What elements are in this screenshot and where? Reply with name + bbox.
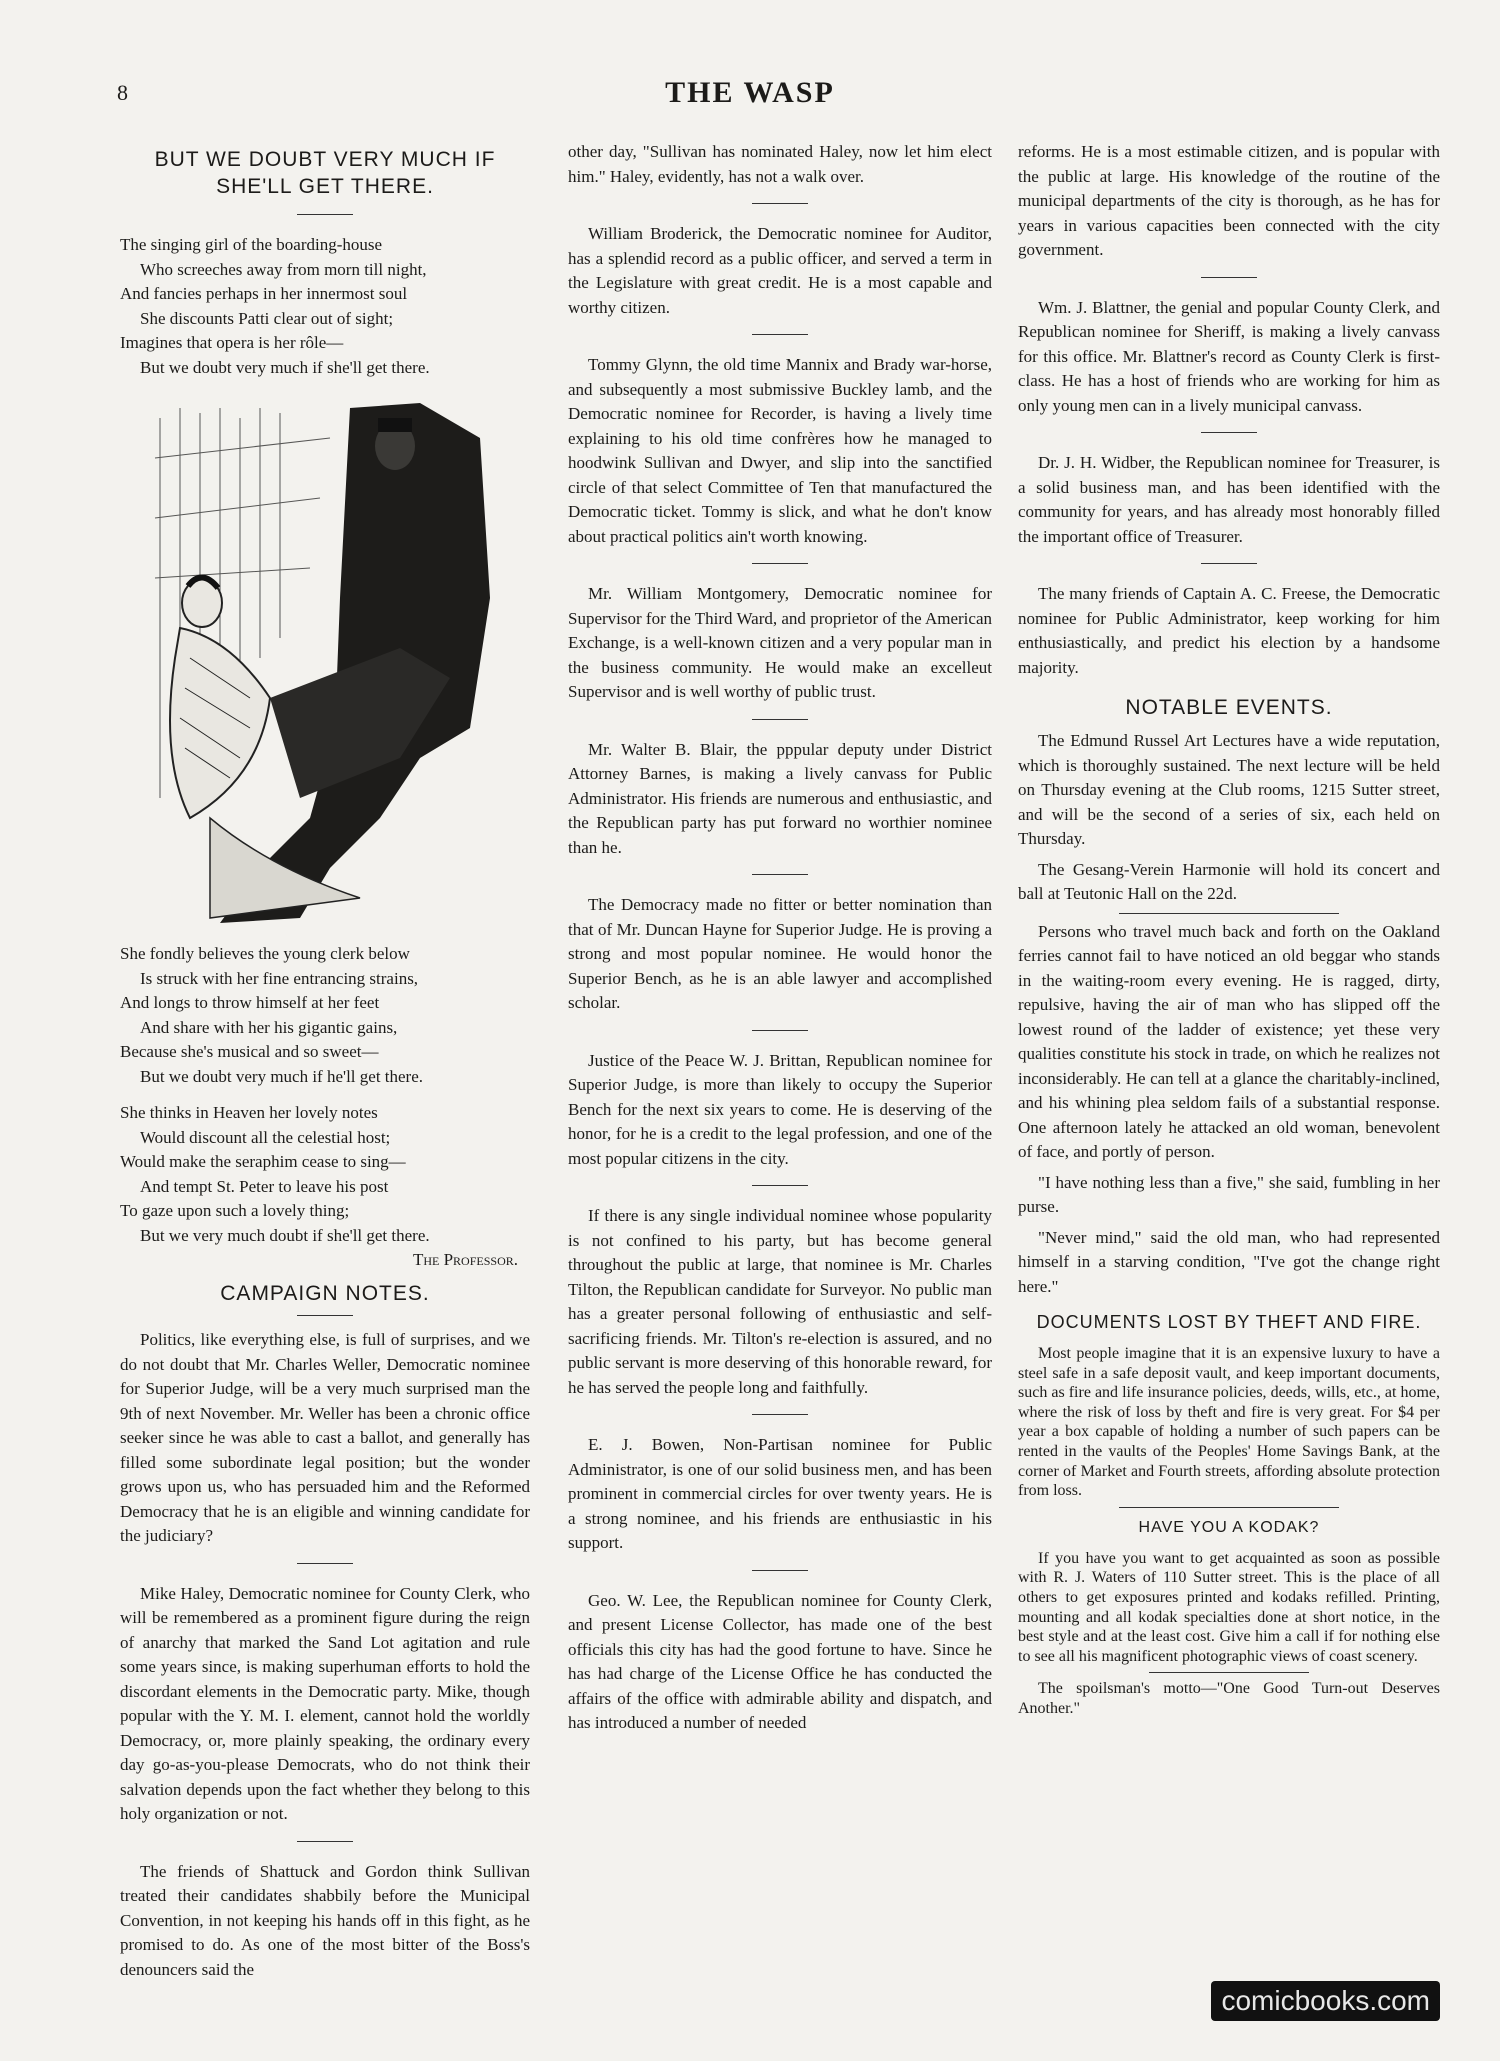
motto-paragraph: The spoilsman's motto—"One Good Turn-out Deserves Another."	[1018, 1680, 1440, 1717]
campaign-paragraph: other day, "Sullivan has nominated Haley, now let him elect him." Haley, evidently, has not a walk over.	[568, 142, 992, 186]
poem-line: But we very much doubt if she'll get there.	[140, 1225, 430, 1245]
beggar-paragraph: Persons who travel much back and forth on the Oakland ferries cannot fail to have noticed an old beggar who stands in the waiting-room every evening. He is ragged, dirty, repulsive, having the air of man who has slipped off the lowest round of the ladder of existence; yet these very qualities constitute his stock in trade, on which he realizes not inconsiderably. He can tell at a glance the charitably-inclined, and his whining plea seldom fails of a substantial response. One afternoon lately he attacked an old woman, benevolent of face, and portly of person.	[1018, 921, 1440, 1161]
beggar-paragraph: "Never mind," said the old man, who had represented himself in a starving condition, "I've got the change right here."	[1018, 1227, 1440, 1296]
poem-line: Would make the seraphim cease to sing—	[120, 1152, 406, 1171]
poem-line: And tempt St. Peter to leave his post	[140, 1176, 389, 1196]
divider	[1201, 563, 1257, 564]
illustration-singing-girl	[150, 398, 500, 928]
campaign-paragraph: Geo. W. Lee, the Republican nominee for County Clerk, and present License Collector, has made one of the best officials this city has had the good fortune to have. Since he has had charge of the License Office he has conducted the affairs of the office with admirable ability and dispatch, and has introduced a number of needed	[568, 1590, 992, 1732]
divider	[752, 1185, 808, 1186]
divider	[1149, 1672, 1309, 1673]
divider	[1201, 432, 1257, 433]
campaign-paragraph: reforms. He is a most estimable citizen, and is popular with the public at large. His knowledge of the routine of the municipal departments of the city is thorough, as he has for years in various capacities been connected with the city government.	[1018, 142, 1440, 259]
divider	[297, 1841, 353, 1842]
masthead: THE WASP	[665, 76, 835, 109]
campaign-paragraph: Politics, like everything else, is full of surprises, and we do not doubt that Mr. Charles Weller, Democratic nominee for Superior Judge, will be a very much surprised man the 9th of next November. Mr. Weller has been a chronic office seeker since he was able to cast a ballot, and generally has filled some subordinate legal position; but the wonder grows upon us, who has persuaded him and the Reformed Democracy that he is an eligible and winning candidate for the judiciary?	[120, 1330, 530, 1545]
campaign-paragraph: The friends of Shattuck and Gordon think Sullivan treated their candidates shabbily before the Municipal Convention, in not keeping his hands off in this fight, as he promised to do. As one of the most bitter of the Boss's denouncers said the	[120, 1861, 530, 1979]
poem-stanza-3	[120, 1101, 530, 1248]
page-number: 8	[117, 80, 128, 105]
poem-line: She thinks in Heaven her lovely notes	[120, 1103, 378, 1122]
poem-line: Is struck with her fine entrancing strains,	[140, 968, 419, 988]
campaign-paragraph: Dr. J. H. Widber, the Republican nominee for Treasurer, is a solid business man, and has been identified with the community for years, and has already most honorably filled the important office of Treasurer.	[1018, 453, 1440, 546]
documents-section	[1018, 1344, 1440, 1501]
campaign-paragraph: Justice of the Peace W. J. Brittan, Republican nominee for Superior Judge, is more than likely to occupy the Superior Bench for the next six years to come. He is deserving of the honor, for he is a credit to the legal profession, and one of the most popular citizens in the city.	[568, 1050, 992, 1168]
poem-line: Imagines that opera is her rôle—	[120, 333, 344, 352]
divider	[752, 874, 808, 875]
campaign-paragraph: William Broderick, the Democratic nominee for Auditor, has a splendid record as a public officer, and served a term in the Legislature with great credit. He is a most capable and worthy citizen.	[568, 224, 992, 317]
column-1	[120, 140, 530, 1988]
campaign-notes-title: CAMPAIGN NOTES.	[220, 1282, 430, 1305]
poem-line: To gaze upon such a lovely thing;	[120, 1201, 350, 1220]
poem-stanza-2	[120, 942, 530, 1089]
campaign-paragraph: Wm. J. Blattner, the genial and popular County Clerk, and Republican nominee for Sheriff, is making a lively canvass for this office. Mr. Blattner's record as County Clerk is first-class. He has a host of friends who are working for him as only young men can in a lively municipal canvass.	[1018, 297, 1440, 415]
divider	[1201, 277, 1257, 278]
poem-line: And share with her his gigantic gains,	[140, 1017, 398, 1037]
poem-line: The singing girl of the boarding-house	[120, 235, 383, 254]
notable-events-title: NOTABLE EVENTS.	[1125, 696, 1333, 719]
poem-line: But we doubt very much if she'll get there.	[140, 357, 430, 377]
kodak-paragraph: If you have you want to get acquainted as soon as possible with R. J. Waters of 110 Sutter street. This is the place of all others to get exposures printed and kodaks refilled. Printing, mounting and all kodak specialties done at short notice, in the best style and at the least cost. Give him a call if for nothing else to see all his magnificent photographic views of coast scenery.	[1018, 1549, 1440, 1665]
watermark-logo: comicbooks.com	[1211, 1981, 1440, 2021]
divider	[297, 1563, 353, 1564]
divider	[752, 719, 808, 720]
documents-paragraph: Most people imagine that it is an expensive luxury to have a steel safe in a safe deposit vault, and keep important documents, such as fire and life insurance policies, deeds, wills, etc., at home, where the risk of loss by theft and fire is very great. For $4 per year a box capable of holding a number of such papers can be rented in the vaults of the Peoples' Home Savings Bank, at the corner of Market and Fourth streets, affording absolute protection from loss.	[1018, 1345, 1440, 1500]
beggar-paragraph: "I have nothing less than a five," she said, fumbling in her purse.	[1018, 1172, 1440, 1216]
divider	[752, 1570, 808, 1571]
documents-title: DOCUMENTS LOST BY THEFT AND FIRE.	[1036, 1312, 1422, 1332]
kodak-section	[1018, 1549, 1440, 1667]
poem-line: And longs to throw himself at her feet	[120, 993, 380, 1012]
notable-paragraph: The Gesang-Verein Harmonie will hold its concert and ball at Teutonic Hall on the 22d.	[1018, 859, 1440, 903]
poem-line: And fancies perhaps in her innermost soul	[120, 284, 408, 303]
poem-signature: The Professor.	[412, 1250, 518, 1269]
poem-line: Because she's musical and so sweet—	[120, 1042, 379, 1061]
column-3	[1018, 140, 1440, 1725]
divider	[752, 563, 808, 564]
campaign-paragraph: Mr. Walter B. Blair, the pppular deputy under District Attorney Barnes, is making a lively canvass for Public Administrator. His friends are numerous and enthusiastic, and the Republican party has put forward no worthier nominee than he.	[568, 739, 992, 857]
divider	[752, 203, 808, 204]
poem-line: She fondly believes the young clerk below	[120, 944, 410, 963]
kodak-title: HAVE YOU A KODAK?	[1138, 1518, 1320, 1536]
campaign-paragraph: If there is any single individual nominee whose popularity is not confined to his party, but has become general throughout the public at large, that nominee is Mr. Charles Tilton, the Republican candidate for Surveyor. No public man has a greater personal following of enthusiastic and self-sacrificing friends. Mr. Tilton's re-election is assured, and no public servant is more deserving of this honorable reward, for he has served the people long and faithfully.	[568, 1206, 992, 1397]
poem-line: She discounts Patti clear out of sight;	[140, 308, 394, 328]
campaign-paragraph: E. J. Bowen, Non-Partisan nominee for Public Administrator, is one of our solid business men, and has been prominent in commercial circles for over twenty years. He is a strong nominee, and his friends are enthusiastic in his support.	[568, 1435, 992, 1552]
campaign-paragraph: The Democracy made no fitter or better nomination than that of Mr. Duncan Hayne for Superior Judge. He is proving a strong and most popular nominee. He would honor the Superior Bench, as he is an able lawyer and accomplished scholar.	[568, 895, 992, 1012]
notable-paragraph: The Edmund Russel Art Lectures have a wide reputation, which is thoroughly sustained. The next lecture will be held on Thursday evening at the Club rooms, 1215 Sutter street, and will be the second of a series of six, each held on Thursday.	[1018, 731, 1440, 848]
poem-line: Would discount all the celestial host;	[140, 1127, 391, 1147]
column-2	[568, 140, 992, 1742]
poem-line: Who screeches away from morn till night,	[140, 259, 427, 279]
divider	[752, 1414, 808, 1415]
campaign-paragraph: The many friends of Captain A. C. Freese, the Democratic nominee for Public Administrator, keep working for him enthusiastically, and predict his election by a handsome majority.	[1018, 584, 1440, 677]
divider	[1119, 913, 1339, 914]
poem-line: But we doubt very much if he'll get there.	[140, 1066, 424, 1086]
motto-section	[1018, 1679, 1440, 1718]
divider	[752, 1030, 808, 1031]
divider	[1119, 1507, 1339, 1508]
poem-title: BUT WE DOUBT VERY MUCH IF SHE'LL GET THERE.	[154, 148, 496, 198]
divider	[297, 214, 353, 215]
campaign-paragraph: Tommy Glynn, the old time Mannix and Brady war-horse, and subsequently a most submissive Buckley lamb, and the Democratic nominee for Recorder, is having a lively time explaining to his old time confrères how he managed to hoodwink Sullivan and Dwyer, and slip into the sanctified circle of that select Committee of Ten that manufactured the Democratic ticket. Tommy is slick, and what he don't know about practical politics ain't worth knowing.	[568, 355, 992, 546]
divider	[752, 334, 808, 335]
campaign-paragraph: Mr. William Montgomery, Democratic nominee for Supervisor for the Third Ward, and proprietor of the American Exchange, is a well-known citizen and a very popular man in the business community. He would make an excelleut Supervisor and is well worthy of public trust.	[568, 584, 992, 701]
divider	[297, 1315, 353, 1316]
poem-stanza-1	[120, 233, 530, 380]
campaign-paragraph: Mike Haley, Democratic nominee for County Clerk, who will be remembered as a prominent figure during the reign of anarchy that marked the Sand Lot agitation and rule some years since, is making superhuman efforts to hold the discordant elements in the Democratic party. Mike, though popular with the Y. M. I. element, cannot hold the worldly Democracy, or, more plainly speaking, the ordinary every day go-as-you-please Democrats, who do not think their salvation depends upon the fact whether they belong to this holy organization or not.	[120, 1583, 530, 1823]
